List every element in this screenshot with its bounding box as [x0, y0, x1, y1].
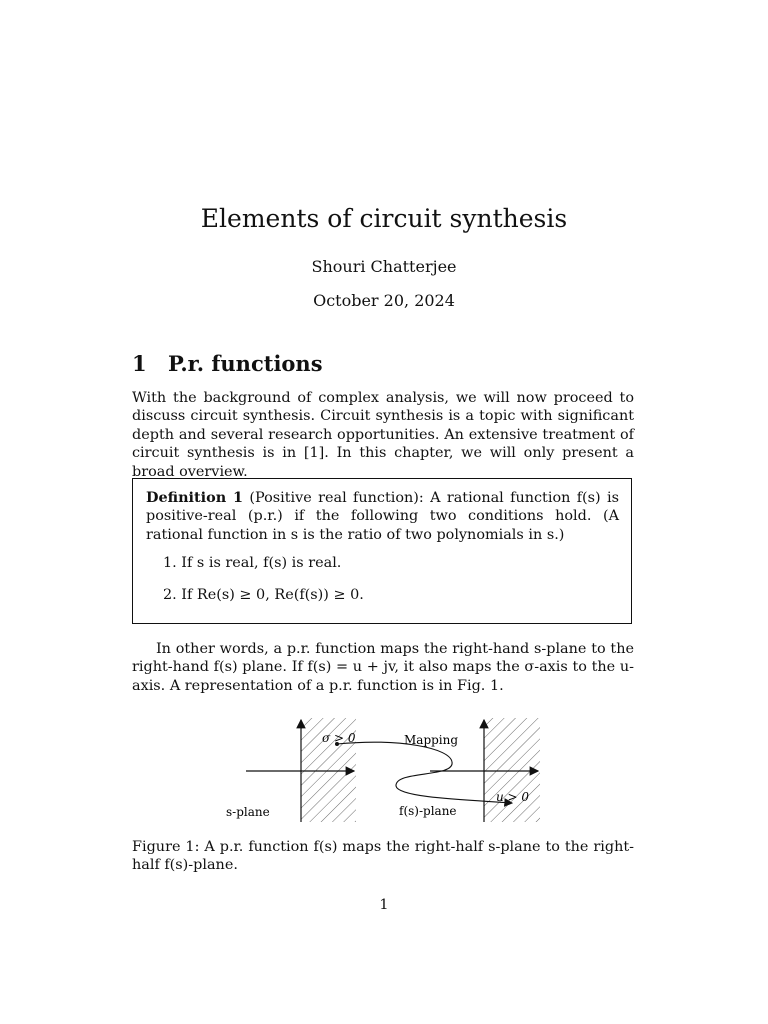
sigma-label: σ > 0: [322, 731, 356, 745]
mapping-paragraph: In other words, a p.r. function maps the right-hand s-plane to the right-hand f(s) plane. If f(s) = u + jv, it also maps the σ-axis to the u-axis. A representation of a p.r. function is in Fig. 1.: [132, 641, 634, 694]
definition-label: Definition 1: [146, 489, 243, 506]
page-number: 1: [379, 897, 389, 913]
document-date: October 20, 2024: [313, 291, 455, 310]
definition-body: (Positive real function): A rational function f(s) is positive-real (p.r.) if the following two conditions hold. (A rational function in s is the ratio of two polynomials in s.): [146, 490, 619, 543]
document-title: Elements of circuit synthesis: [200, 204, 568, 233]
intro-paragraph: With the background of complex analysis, we will now proceed to discuss circuit synthesis. Circuit synthesis is a topic with significant depth and several research opportunities. An extensive treatment of circuit synthesis is in [1]. In this chapter, we will only present a broad overview.: [132, 390, 634, 480]
definition-item-2: 2. If Re(s) ≥ 0, Re(f(s)) ≥ 0.: [163, 587, 364, 603]
author-name: Shouri Chatterjee: [311, 257, 457, 276]
section-number: 1: [132, 351, 147, 376]
definition-item-1: 1. If s is real, f(s) is real.: [163, 555, 342, 571]
figure-caption: Figure 1: A p.r. function f(s) maps the right-half s-plane to the right-half f(s)-plane.: [132, 839, 634, 874]
section-title: P.r. functions: [168, 351, 323, 376]
mapping-label: Mapping: [404, 733, 459, 747]
f-plane-hatched-region: [484, 718, 540, 822]
u-label: u > 0: [496, 790, 530, 804]
s-plane-label: s-plane: [226, 805, 270, 819]
f-plane-label: f(s)-plane: [399, 804, 457, 818]
